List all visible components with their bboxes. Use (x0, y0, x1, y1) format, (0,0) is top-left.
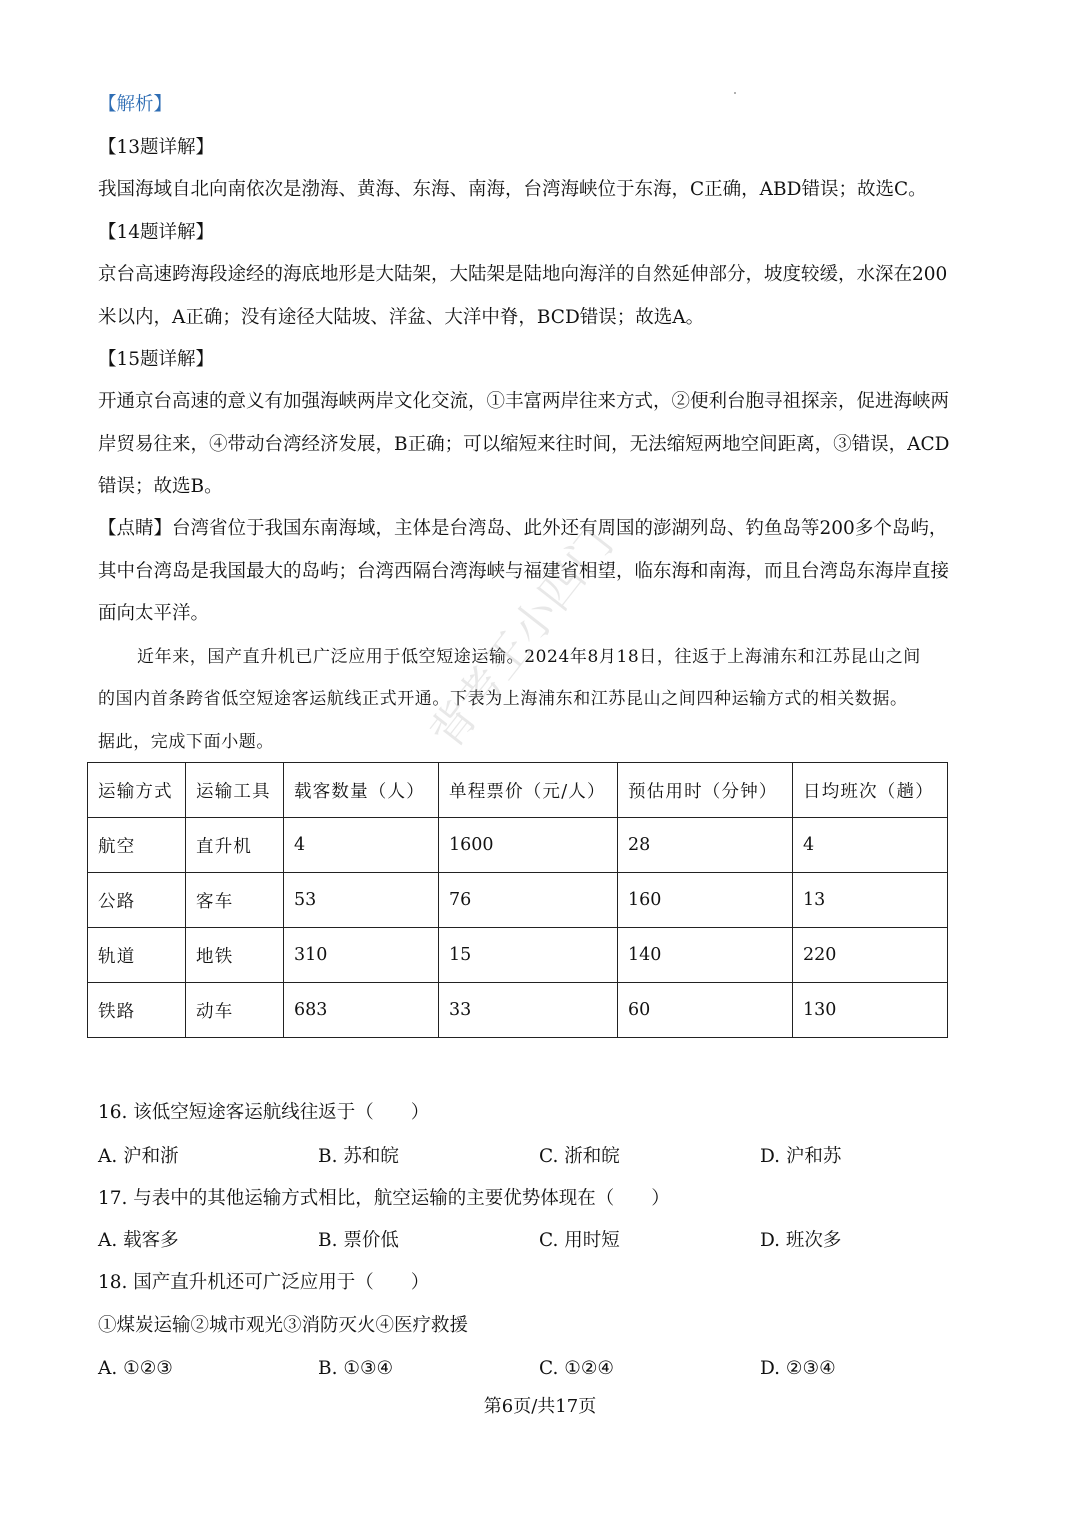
dianjing-line-1 (98, 517, 978, 541)
table-row (88, 818, 948, 873)
dianjing-line-3: 面向太平洋。 (98, 603, 210, 624)
q16-option-a[interactable]: A. 沪和浙 (98, 1146, 179, 1167)
table-cell: 公路 (88, 873, 186, 928)
table-header-row (88, 763, 948, 818)
transport-data-table (87, 762, 948, 1038)
q17-option-d[interactable]: D. 班次多 (760, 1230, 842, 1251)
q15-line-3: 错误；故选B。 (98, 476, 223, 497)
table-cell: 铁路 (88, 983, 186, 1038)
table-cell: 130 (793, 983, 948, 1038)
q16-stem: 16. 该低空短途客运航线往返于（ ） (98, 1102, 430, 1123)
table-cell: 53 (284, 873, 439, 928)
table-row (88, 928, 948, 983)
table-header-cell: 单程票价（元/人） (439, 763, 618, 818)
q15-line-1: 开通京台高速的意义有加强海峡两岸文化交流，①丰富两岸往来方式，②便利台胞寻祖探亲，促进海峡两 (98, 391, 950, 412)
table-cell: 13 (793, 873, 948, 928)
table-header-cell: 运输方式 (88, 763, 186, 818)
table-header-cell: 载客数量（人） (284, 763, 439, 818)
table-cell: 76 (439, 873, 618, 928)
table-cell: 1600 (439, 818, 618, 873)
q18-option-a[interactable]: A. ①②③ (98, 1358, 173, 1379)
q18-option-d[interactable]: D. ②③④ (760, 1358, 836, 1379)
table-cell: 4 (793, 818, 948, 873)
q17-option-c[interactable]: C. 用时短 (539, 1230, 620, 1251)
table-cell: 直升机 (186, 818, 284, 873)
table-cell: 轨道 (88, 928, 186, 983)
analysis-label: 【解析】 (98, 94, 173, 115)
table-cell: 160 (618, 873, 793, 928)
table-cell: 683 (284, 983, 439, 1038)
q13-header: 【13题详解】 (98, 137, 215, 158)
table-row (88, 873, 948, 928)
table-cell: 地铁 (186, 928, 284, 983)
table-cell: 220 (793, 928, 948, 983)
q16-option-d[interactable]: D. 沪和苏 (760, 1146, 842, 1167)
table-cell: 28 (618, 818, 793, 873)
table-header-cell: 日均班次（趟） (793, 763, 948, 818)
watermark-text: 背考王小四门 (420, 518, 624, 759)
table-row (88, 983, 948, 1038)
q14-line-2: 米以内，A正确；没有途径大陆坡、洋盆、大洋中脊，BCD错误；故选A。 (98, 307, 705, 328)
table-cell: 310 (284, 928, 439, 983)
q18-sub-items: ①煤炭运输②城市观光③消防灭火④医疗救援 (98, 1315, 469, 1336)
q17-option-b[interactable]: B. 票价低 (318, 1230, 399, 1251)
table-header-cell: 运输工具 (186, 763, 284, 818)
table-cell: 140 (618, 928, 793, 983)
q13-text: 我国海域自北向南依次是渤海、黄海、东海、南海，台湾海峡位于东海，C正确，ABD错误；故选C。 (98, 179, 927, 200)
q14-line-1: 京台高速跨海段途经的海底地形是大陆架，大陆架是陆地向海洋的自然延伸部分，坡度较缓，水深在200 (98, 264, 948, 285)
q16-option-c[interactable]: C. 浙和皖 (539, 1146, 620, 1167)
q15-header: 【15题详解】 (98, 349, 215, 370)
q17-stem: 17. 与表中的其他运输方式相比，航空运输的主要优势体现在（ ） (98, 1188, 670, 1209)
q17-option-a[interactable]: A. 载客多 (98, 1230, 179, 1251)
passage-line-3: 据此，完成下面小题。 (98, 732, 274, 752)
q18-option-c[interactable]: C. ①②④ (539, 1358, 615, 1379)
dianjing-label: 【点睛】 (98, 518, 173, 539)
q16-option-b[interactable]: B. 苏和皖 (318, 1146, 399, 1167)
dianjing-line-2: 其中台湾岛是我国最大的岛屿；台湾西隔台湾海峡与福建省相望，临东海和南海，而且台湾岛东海岸直接 (98, 561, 950, 582)
q15-line-2: 岸贸易往来，④带动台湾经济发展，B正确；可以缩短来往时间，无法缩短两地空间距离，③错误，ACD (98, 434, 950, 455)
q14-header: 【14题详解】 (98, 222, 215, 243)
table-cell: 客车 (186, 873, 284, 928)
page-footer: 第6页/共17页 (483, 1396, 597, 1417)
table-cell: 60 (618, 983, 793, 1038)
table-cell: 动车 (186, 983, 284, 1038)
table-cell: 航空 (88, 818, 186, 873)
dianjing-text-1: 台湾省位于我国东南海域，主体是台湾岛、此外还有周国的澎湖列岛、钓鱼岛等200多个岛屿， (172, 518, 948, 539)
q18-stem: 18. 国产直升机还可广泛应用于（ ） (98, 1272, 430, 1293)
table-header-cell: 预估用时（分钟） (618, 763, 793, 818)
passage-line-1: 近年来，国产直升机已广泛应用于低空短途运输。2024年8月18日，往返于上海浦东和江苏昆山之间 (137, 647, 921, 667)
q18-option-b[interactable]: B. ①③④ (318, 1358, 394, 1379)
table-cell: 4 (284, 818, 439, 873)
table-cell: 33 (439, 983, 618, 1038)
passage-line-2: 的国内首条跨省低空短途客运航线正式开通。下表为上海浦东和江苏昆山之间四种运输方式的相关数据。 (98, 689, 908, 709)
table-cell: 15 (439, 928, 618, 983)
